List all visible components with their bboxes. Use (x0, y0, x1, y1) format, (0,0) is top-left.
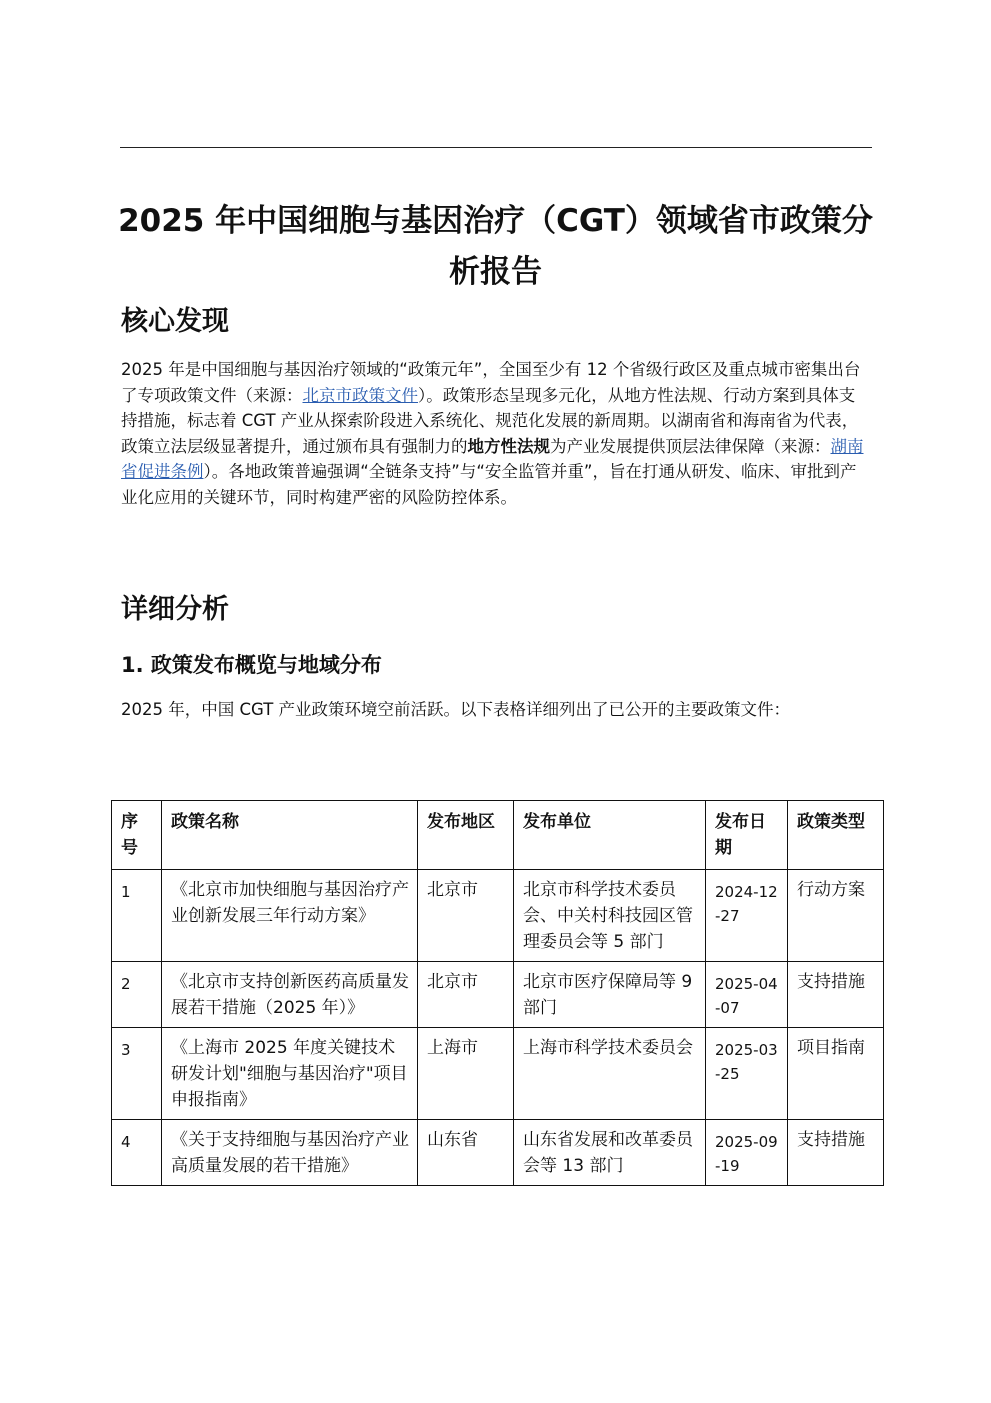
policy-table (111, 800, 884, 1186)
core-text-2: ）。政策形态呈现多元化，从地方性法规、行动方案到具体支持措施，标志着 CGT 产业从探索阶段进入系统化、规范化发展的新周期。以湖南省和海南省为代表，政策立法层级显著提升，通过颁布具有强制力的 (121, 385, 859, 456)
cell-policy-type: 支持措施 (788, 962, 884, 1028)
cell-policy-type: 支持措施 (788, 1120, 884, 1186)
cell-seq: 4 (112, 1120, 162, 1186)
table-row (112, 962, 884, 1028)
cell-policy-name: 《北京市加快细胞与基因治疗产业创新发展三年行动方案》 (162, 870, 418, 962)
cell-seq: 2 (112, 962, 162, 1028)
cell-date: 2025-09-19 (706, 1120, 788, 1186)
cell-date: 2025-04-07 (706, 962, 788, 1028)
header-seq: 序号 (112, 801, 162, 870)
cell-policy-name: 《上海市 2025 年度关键技术研发计划"细胞与基因治疗"项目申报指南》 (162, 1028, 418, 1120)
cell-region: 北京市 (418, 962, 514, 1028)
top-horizontal-rule (120, 147, 872, 148)
heading-detailed-analysis: 详细分析 (121, 594, 229, 625)
header-region: 发布地区 (418, 801, 514, 870)
cell-policy-name: 《北京市支持创新医药高质量发展若干措施（2025 年）》 (162, 962, 418, 1028)
header-issuer: 发布单位 (514, 801, 706, 870)
cell-seq: 1 (112, 870, 162, 962)
cell-seq: 3 (112, 1028, 162, 1120)
core-text-3: 为产业发展提供顶层法律保障（来源： (550, 436, 831, 456)
table-header-row (112, 801, 884, 870)
cell-issuer: 北京市医疗保障局等 9 部门 (514, 962, 706, 1028)
cell-date: 2024-12-27 (706, 870, 788, 962)
cell-policy-type: 行动方案 (788, 870, 884, 962)
cell-issuer: 北京市科学技术委员会、中关村科技园区管理委员会等 5 部门 (514, 870, 706, 962)
table-row (112, 1028, 884, 1120)
header-date: 发布日期 (706, 801, 788, 870)
table-row (112, 870, 884, 962)
cell-issuer: 上海市科学技术委员会 (514, 1028, 706, 1120)
link-beijing-policy[interactable]: 北京市政策文件 (302, 385, 418, 405)
cell-policy-type: 项目指南 (788, 1028, 884, 1120)
subheading-policy-overview: 1. 政策发布概览与地域分布 (121, 653, 382, 677)
policy-overview-intro: 2025 年，中国 CGT 产业政策环境空前活跃。以下表格详细列出了已公开的主要政策文件： (121, 700, 791, 719)
cell-region: 上海市 (418, 1028, 514, 1120)
header-policy-name: 政策名称 (162, 801, 418, 870)
heading-core-findings: 核心发现 (121, 306, 229, 337)
cell-date: 2025-03-25 (706, 1028, 788, 1120)
document-title: 2025 年中国细胞与基因治疗（CGT）领域省市政策分析报告 (118, 203, 873, 290)
bold-local-regulation: 地方性法规 (467, 436, 550, 456)
core-text-4: ）。各地政策普遍强调“全链条支持”与“安全监管并重”，旨在打通从研发、临床、审批到产业化应用的关键环节，同时构建严密的风险防控体系。 (121, 462, 857, 507)
table-row (112, 1120, 884, 1186)
link-hunan-regulation[interactable]: 湖南省促进条例 (121, 436, 864, 481)
cell-region: 北京市 (418, 870, 514, 962)
cell-region: 山东省 (418, 1120, 514, 1186)
header-policy-type: 政策类型 (788, 801, 884, 870)
cell-issuer: 山东省发展和改革委员会等 13 部门 (514, 1120, 706, 1186)
cell-policy-name: 《关于支持细胞与基因治疗产业高质量发展的若干措施》 (162, 1120, 418, 1186)
core-text-1: 2025 年是中国细胞与基因治疗领域的“政策元年”，全国至少有 12 个省级行政区及重点城市密集出台了专项政策文件（来源： (121, 360, 861, 405)
core-findings-paragraph (121, 357, 869, 510)
